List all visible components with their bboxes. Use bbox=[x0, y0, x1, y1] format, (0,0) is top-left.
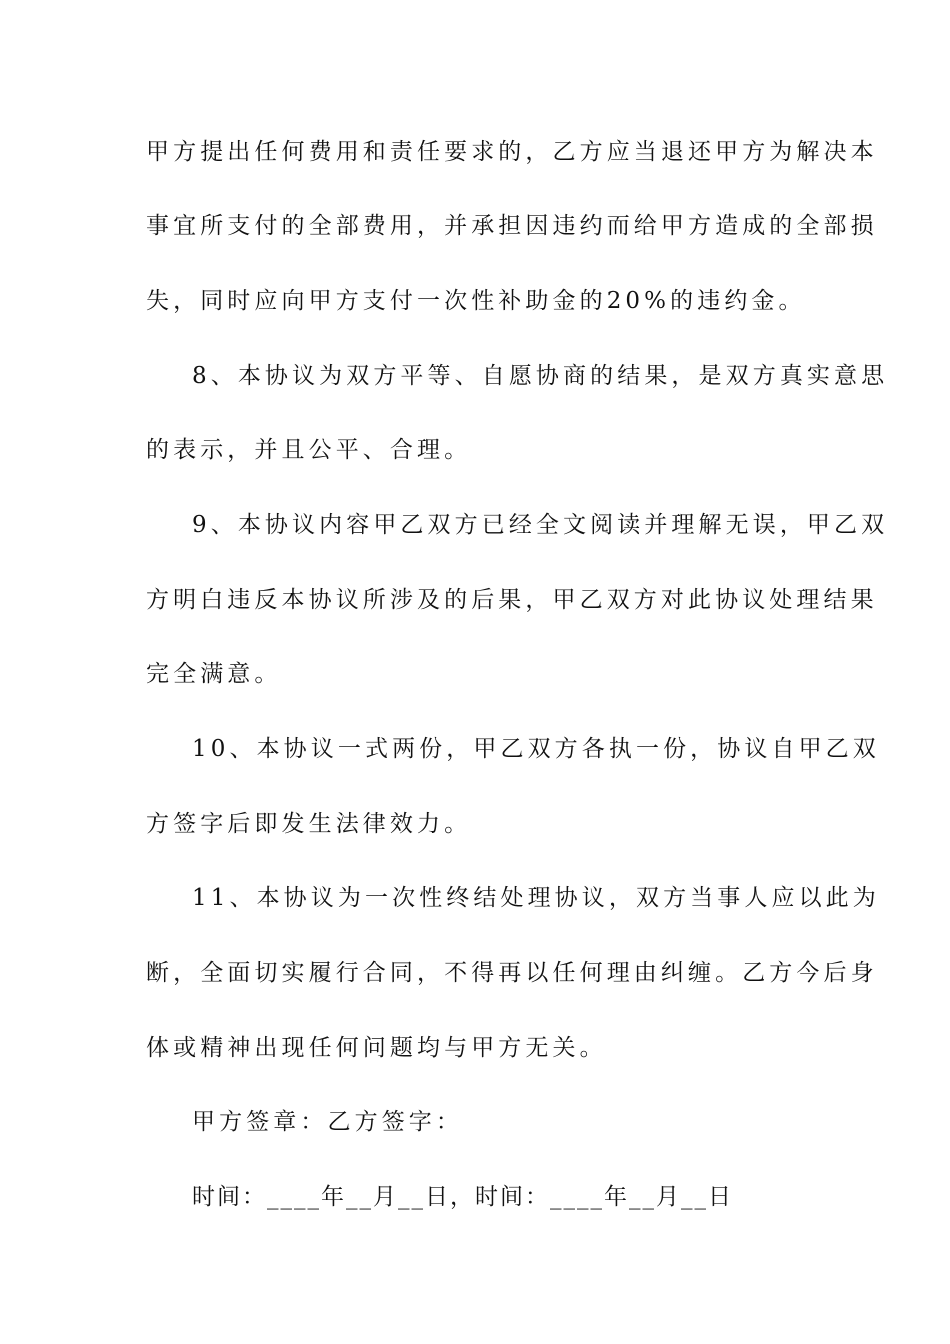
text-line: 事宜所支付的全部费用，并承担因违约而给甲方造成的全部损 bbox=[146, 213, 878, 239]
text-line: 方签字后即发生法律效力。 bbox=[146, 811, 472, 837]
text-line: 甲方提出任何费用和责任要求的，乙方应当退还甲方为解决本 bbox=[146, 139, 878, 165]
text-line: 完全满意。 bbox=[146, 661, 282, 687]
text-line: 失，同时应向甲方支付一次性补助金的20%的违约金。 bbox=[146, 288, 806, 314]
text-line: 方明白违反本协议所涉及的后果，甲乙双方对此协议处理结果 bbox=[146, 587, 878, 613]
text-line: 体或精神出现任何问题均与甲方无关。 bbox=[146, 1035, 607, 1061]
signature-line: 甲方签章：乙方签字： bbox=[192, 1109, 463, 1135]
clause-9: 9、本协议内容甲乙双方已经全文阅读并理解无误，甲乙双 bbox=[192, 512, 889, 538]
clause-8: 8、本协议为双方平等、自愿协商的结果，是双方真实意思 bbox=[192, 363, 889, 389]
text-line: 断，全面切实履行合同，不得再以任何理由纠缠。乙方今后身 bbox=[146, 960, 878, 986]
text-line: 的表示，并且公平、合理。 bbox=[146, 437, 472, 463]
clause-10: 10、本协议一式两份，甲乙双方各执一份，协议自甲乙双 bbox=[192, 736, 880, 762]
clause-11: 11、本协议为一次性终结处理协议，双方当事人应以此为 bbox=[192, 885, 880, 911]
date-line: 时间：____年__月__日，时间：____年__月__日 bbox=[192, 1184, 733, 1210]
